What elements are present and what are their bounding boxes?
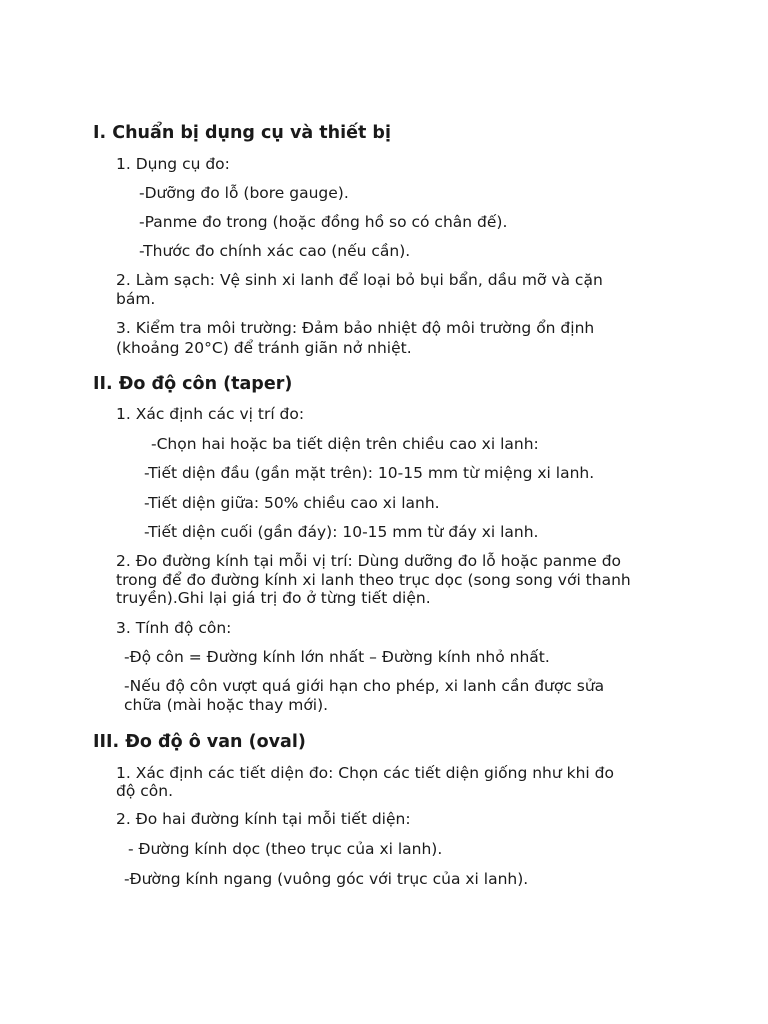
list-item: 3. Kiểm tra môi trường: Đảm bảo nhiệt độ môi trường ổn định (116, 319, 595, 337)
sub-item-continuation: chữa (mài hoặc thay mới). (124, 696, 329, 714)
list-item: 2. Đo hai đường kính tại mỗi tiết diện: (116, 810, 411, 828)
list-item: 1. Dụng cụ đo: (116, 155, 230, 173)
sub-item: -Độ côn = Đường kính lớn nhất – Đường kính nhỏ nhất. (124, 648, 550, 666)
list-item: 1. Xác định các tiết diện đo: Chọn các tiết diện giống như khi đo (116, 764, 614, 782)
sub-item: -Panme đo trong (hoặc đồng hồ so có chân đế). (139, 213, 508, 231)
section-heading: III. Đo độ ô van (oval) (93, 732, 306, 752)
sub-item: -Thước đo chính xác cao (nếu cần). (139, 242, 411, 260)
list-item: 2. Làm sạch: Vệ sinh xi lanh để loại bỏ bụi bẩn, dầu mỡ và cặn (116, 271, 603, 289)
list-item-continuation: (khoảng 20°C) để tránh giãn nở nhiệt. (116, 339, 412, 357)
sub-item: -Tiết diện cuối (gần đáy): 10-15 mm từ đáy xi lanh. (144, 523, 539, 541)
list-item: 2. Đo đường kính tại mỗi vị trí: Dùng dưỡng đo lỗ hoặc panme đo (116, 552, 622, 570)
list-item: 1. Xác định các vị trí đo: (116, 405, 305, 423)
sub-item: -Nếu độ côn vượt quá giới hạn cho phép, xi lanh cần được sửa (124, 677, 605, 695)
list-item-continuation: bám. (116, 290, 156, 308)
sub-item: -Dưỡng đo lỗ (bore gauge). (139, 184, 349, 202)
list-item-continuation: trong để đo đường kính xi lanh theo trục dọc (song song với thanh (116, 571, 631, 589)
list-item-continuation: độ côn. (116, 782, 174, 800)
section-heading: I. Chuẩn bị dụng cụ và thiết bị (93, 123, 391, 143)
sub-item: - Đường kính dọc (theo trục của xi lanh). (128, 840, 443, 858)
sub-item: -Đường kính ngang (vuông góc với trục của xi lanh). (124, 870, 529, 888)
list-item-continuation: truyền).Ghi lại giá trị đo ở từng tiết diện. (116, 589, 431, 607)
sub-item: -Tiết diện đầu (gần mặt trên): 10-15 mm từ miệng xi lanh. (144, 464, 595, 482)
section-heading: II. Đo độ côn (taper) (93, 374, 293, 394)
list-item: 3. Tính độ côn: (116, 619, 232, 637)
sub-item: -Chọn hai hoặc ba tiết diện trên chiều cao xi lanh: (151, 435, 539, 453)
sub-item: -Tiết diện giữa: 50% chiều cao xi lanh. (144, 494, 440, 512)
